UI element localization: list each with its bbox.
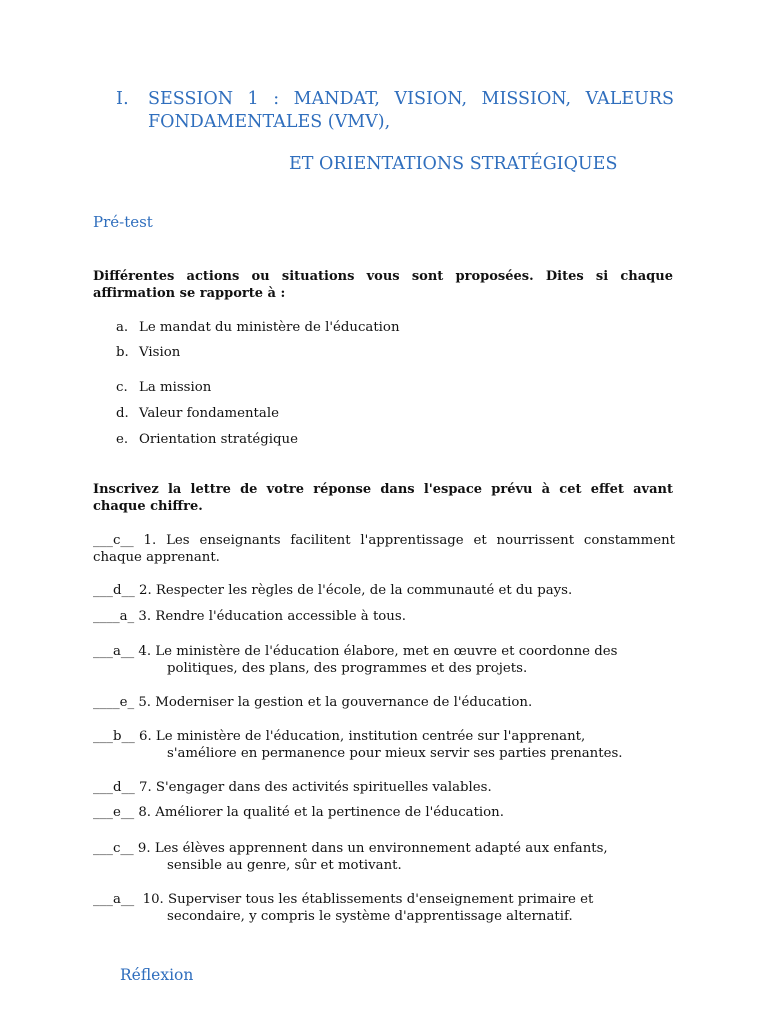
answer-blank: ___a__ bbox=[93, 644, 139, 659]
question-text-continuation: politiques, des plans, des programmes et des projets. bbox=[167, 660, 528, 676]
option-letter: a. bbox=[116, 320, 129, 335]
answer-blank: ___b__ bbox=[93, 729, 139, 744]
pretest-heading: Pré-test bbox=[93, 213, 153, 231]
answer-blank: ___d__ bbox=[93, 583, 139, 598]
section-title-line-1: SESSION 1 : MANDAT, VISION, MISSION, VALEURS bbox=[148, 89, 674, 109]
question-text: 7. S'engager dans des activités spirituelles valables. bbox=[138, 780, 492, 795]
question-item bbox=[93, 729, 675, 762]
section-number: I. bbox=[116, 89, 129, 109]
answer-blank: ___c__ bbox=[93, 841, 138, 856]
option-text: Orientation stratégique bbox=[139, 432, 298, 447]
reflexion-heading: Réflexion bbox=[120, 966, 194, 984]
answer-blank: ____e_ bbox=[93, 695, 139, 710]
question-text: 6. Le ministère de l'éducation, institution centrée sur l'apprenant, bbox=[138, 729, 586, 744]
question-item bbox=[93, 780, 675, 797]
option-letter: b. bbox=[116, 345, 129, 360]
question-text-continuation: sensible au genre, sûr et motivant. bbox=[167, 857, 402, 873]
answer-blank: ___e__ bbox=[93, 805, 139, 820]
answer-blank: ____a_ bbox=[93, 609, 139, 624]
question-item bbox=[93, 695, 675, 712]
question-item bbox=[93, 805, 675, 822]
question-item bbox=[93, 583, 675, 600]
section-title-line-3: ET ORIENTATIONS STRATÉGIQUES bbox=[289, 154, 618, 174]
question-text: 9. Les élèves apprennent dans un environnement adapté aux enfants, bbox=[137, 841, 608, 856]
answer-blank: ___a__ bbox=[93, 892, 143, 907]
question-item bbox=[93, 892, 675, 925]
question-item bbox=[93, 841, 675, 874]
question-text-continuation: secondaire, y compris le système d'apprentissage alternatif. bbox=[167, 908, 573, 924]
answer-blank: ___d__ bbox=[93, 780, 139, 795]
option-text: Le mandat du ministère de l'éducation bbox=[139, 320, 400, 335]
option-text: Vision bbox=[139, 345, 181, 360]
question-text: 3. Rendre l'éducation accessible à tous. bbox=[138, 609, 406, 624]
question-item bbox=[93, 644, 675, 677]
question-item bbox=[93, 609, 675, 626]
option-letter: d. bbox=[116, 406, 129, 421]
answer-blank: ___c__ bbox=[93, 533, 144, 548]
question-text: 5. Moderniser la gestion et la gouvernance de l'éducation. bbox=[138, 695, 533, 710]
question-text-continuation: s'améliore en permanence pour mieux servir ses parties prenantes. bbox=[167, 745, 623, 761]
option-letter: c. bbox=[116, 380, 128, 395]
option-text: La mission bbox=[139, 380, 212, 395]
option-letter: e. bbox=[116, 432, 129, 447]
option-text: Valeur fondamentale bbox=[139, 406, 279, 421]
question-text: 2. Respecter les règles de l'école, de la communauté et du pays. bbox=[138, 583, 573, 598]
answer-instruction-paragraph: Inscrivez la lettre de votre réponse dans l'espace prévu à cet effet avant chaque chiffre. bbox=[93, 482, 673, 514]
question-text: 10. Superviser tous les établissements d'enseignement primaire et bbox=[142, 892, 594, 907]
question-text: 4. Le ministère de l'éducation élabore, met en œuvre et coordonne des bbox=[138, 644, 618, 659]
question-text: 8. Améliorer la qualité et la pertinence de l'éducation. bbox=[138, 805, 504, 820]
section-title-line-2: FONDAMENTALES (VMV), bbox=[148, 112, 391, 132]
question-text: 1. Les enseignants facilitent l'apprentissage et nourrissent constamment chaque apprenant. bbox=[93, 533, 676, 565]
question-item bbox=[93, 533, 675, 566]
instruction-paragraph: Différentes actions ou situations vous sont proposées. Dites si chaque affirmation se rapporte à : bbox=[93, 269, 673, 301]
